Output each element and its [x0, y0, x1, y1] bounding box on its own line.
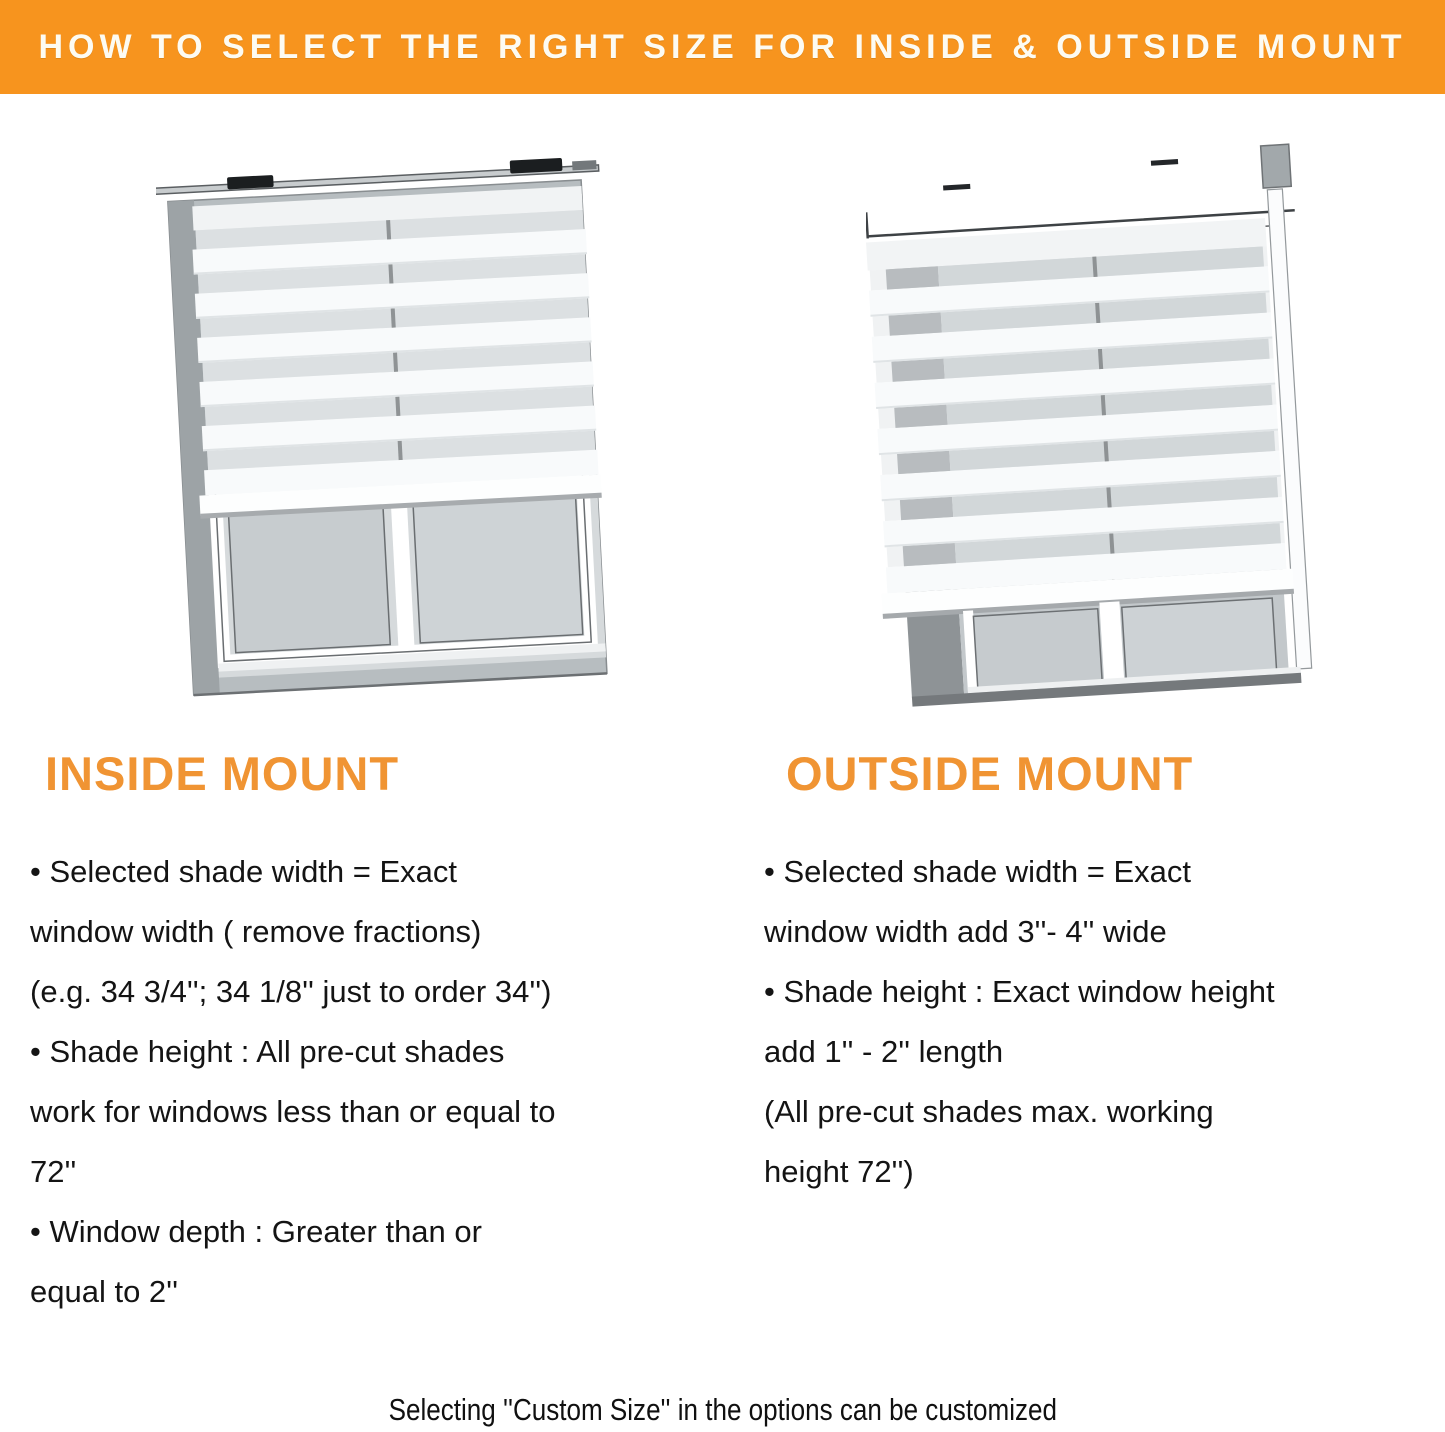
- outside-mount-heading: OUTSIDE MOUNT: [786, 747, 1194, 800]
- instruction-line: • Shade height : Exact window height: [764, 974, 1275, 1009]
- instruction-line: height 72''): [764, 1154, 914, 1189]
- instruction-line: • Selected shade width = Exact: [30, 854, 458, 889]
- inside-mount-heading: INSIDE MOUNT: [45, 747, 400, 800]
- outside-mount-illustration: [866, 136, 1318, 730]
- instruction-line: add 1'' - 2'' length: [764, 1034, 1004, 1069]
- instruction-line: work for windows less than or equal to: [30, 1094, 556, 1129]
- footer: [0, 1392, 1445, 1428]
- outside-mount-window-icon: [866, 136, 1318, 730]
- inside-mount-instructions: [30, 842, 730, 1322]
- outside-mount-instructions: [764, 842, 1444, 1202]
- page-title: HOW TO SELECT THE RIGHT SIZE FOR INSIDE & OUTSIDE MOUNT: [38, 27, 1407, 66]
- inside-mount-illustration: [156, 146, 618, 714]
- instruction-line: 72'': [30, 1154, 77, 1189]
- inside-mount-window-icon: [156, 146, 618, 714]
- custom-size-note: Selecting ''Custom Size'' in the options can be customized: [388, 1392, 1057, 1427]
- instruction-line: window width ( remove fractions): [30, 914, 482, 949]
- header-banner: [0, 0, 1445, 94]
- instruction-line: • Shade height : All pre-cut shades: [30, 1034, 505, 1069]
- instruction-line: • Window depth : Greater than or: [30, 1214, 482, 1249]
- instruction-line: (e.g. 34 3/4''; 34 1/8'' just to order 34''): [30, 974, 552, 1009]
- instruction-line: window width add 3''- 4'' wide: [764, 914, 1167, 949]
- instruction-line: • Selected shade width = Exact: [764, 854, 1192, 889]
- instruction-line: equal to 2'': [30, 1274, 179, 1309]
- instruction-line: (All pre-cut shades max. working: [764, 1094, 1214, 1129]
